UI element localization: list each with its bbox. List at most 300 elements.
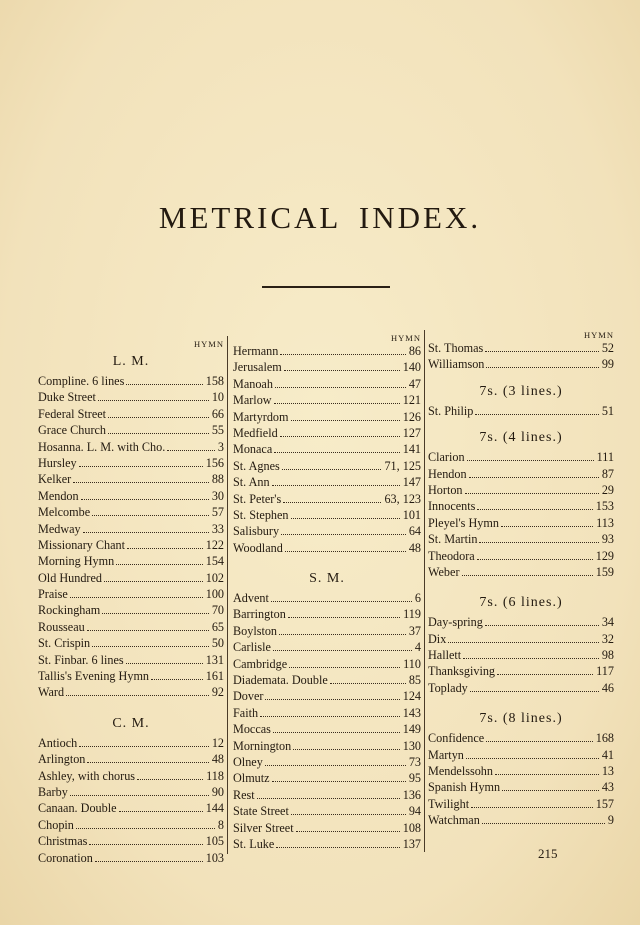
index-entry [233,705,421,721]
hymn-number: 137 [402,836,421,851]
dot-leader [467,460,594,461]
hymn-column-label: HYMN [194,339,224,349]
index-entry [38,586,224,602]
index-entry [233,721,421,737]
tune-name: Olmutz [233,771,270,786]
index-entry [428,340,614,356]
dot-leader [92,515,209,516]
index-entry [38,668,224,684]
hymn-number: 127 [402,425,421,440]
index-entry [428,663,614,679]
tune-name: Faith [233,705,259,720]
dot-leader [330,683,406,684]
entry-list [428,614,614,696]
dot-leader [92,646,209,647]
hymn-number: 113 [596,515,614,530]
index-column-3 [428,330,614,829]
hymn-number: 118 [206,768,224,783]
dot-leader [296,831,400,832]
index-entry [428,449,614,465]
index-entry [38,537,224,553]
hymn-column-label: HYMN [391,333,421,343]
tune-name: Weber [428,564,460,579]
tune-name: Rest [233,787,255,802]
tune-name: Christmas [38,834,88,849]
tune-name: Ward [38,685,65,700]
index-entry [428,403,614,419]
hymn-number: 131 [205,652,224,667]
tune-name: Dix [428,631,447,646]
tune-name: Hermann [233,344,279,358]
dot-leader [497,674,593,675]
hymn-number: 111 [596,450,614,465]
index-entry [38,406,224,422]
index-entry [38,570,224,586]
dot-leader [137,779,203,780]
tune-name: Boylston [233,623,278,638]
section-heading-7s-3-lines: 7s. (3 lines.) [479,383,563,399]
tune-name: Advent [233,591,269,606]
tune-name: Duke Street [38,390,96,405]
dot-leader [293,749,399,750]
index-entry [428,498,614,514]
hymn-number: 73 [408,754,421,769]
hymn-number: 6 [414,591,421,606]
index-entry [428,614,614,630]
hymn-number: 130 [402,738,421,753]
dot-leader [151,679,203,680]
tune-name: St. Crispin [38,636,91,651]
tune-name: Hursley [38,455,77,470]
hymn-number: 136 [402,787,421,802]
dot-leader [95,861,203,862]
hymn-number: 126 [402,409,421,424]
index-entry [233,672,421,688]
tune-name: St. Thomas [428,341,484,355]
tune-name: Clarion [428,450,465,465]
hymn-number: 46 [601,680,614,695]
tune-name: St. Stephen [233,507,289,522]
tune-name: Morning Hymn [38,554,115,569]
index-entry [233,820,421,836]
index-entry [428,763,614,779]
index-entry [233,688,421,704]
tune-name: St. Peter's [233,491,282,506]
hymn-number: 95 [408,771,421,786]
dot-leader [265,765,406,766]
hymn-number: 129 [595,548,614,563]
dot-leader [167,450,215,451]
dot-leader [477,509,592,510]
hymn-number: 110 [403,656,421,671]
tune-name: Cambridge [233,656,288,671]
tune-name: Canaan. Double [38,801,117,816]
hymn-number: 98 [601,648,614,663]
index-entry [38,833,224,849]
index-entry [38,817,224,833]
tune-name: Watchman [428,813,480,828]
hymn-number: 34 [601,615,614,630]
entry-list [38,373,224,701]
hymn-column-label: HYMN [584,330,614,340]
dot-leader [485,625,599,626]
hymn-number: 3 [217,439,224,454]
hymn-number: 90 [211,784,224,799]
index-entry [233,623,421,639]
index-entry [233,540,421,556]
tune-name: Hallett [428,648,462,663]
dot-leader [291,814,406,815]
dot-leader [126,384,202,385]
tune-name: Woodland [233,540,283,555]
dot-leader [280,436,400,437]
index-entry [233,836,421,852]
hymn-number: 92 [211,685,224,700]
dot-leader [70,597,203,598]
hymn-number: 124 [402,689,421,704]
dot-leader [486,367,598,368]
hymn-number: 65 [211,619,224,634]
index-entry [233,656,421,672]
dot-leader [79,746,209,747]
dot-leader [273,650,412,651]
dot-leader [104,581,203,582]
tune-name: Silver Street [233,820,294,835]
entry-list [233,343,421,556]
dot-leader [502,790,599,791]
index-entry [38,652,224,668]
tune-name: Medway [38,521,81,536]
hymn-number: 144 [205,801,224,816]
hymn-number: 149 [402,722,421,737]
hymn-number: 10 [211,390,224,405]
entry-list [428,730,614,828]
dot-leader [272,485,400,486]
hymn-number: 33 [211,521,224,536]
hymn-number: 108 [402,820,421,835]
index-entry [428,564,614,580]
index-entry [38,602,224,618]
index-entry [38,684,224,700]
hymn-number: 103 [205,850,224,865]
tune-name: Innocents [428,499,476,514]
hymn-number: 55 [211,423,224,438]
index-entry [233,770,421,786]
tune-name: Diademata. Double [233,673,328,688]
dot-leader [274,452,399,453]
hymn-number: 70 [211,603,224,618]
index-entry [38,471,224,487]
entry-list [428,449,614,580]
hymn-number: 99 [601,357,614,372]
tune-name: Coronation [38,850,93,865]
dot-leader [479,542,598,543]
index-entry [428,482,614,498]
tune-name: Martyrdom [233,409,289,424]
tune-name: Salisbury [233,524,280,539]
tune-name: Marlow [233,393,272,408]
index-entry [38,389,224,405]
dot-leader [274,403,400,404]
dot-leader [81,499,209,500]
index-entry [428,779,614,795]
index-entry [38,751,224,767]
hymn-number: 32 [601,631,614,646]
entry-list [428,403,614,419]
index-entry [428,515,614,531]
tune-name: Day-spring [428,615,483,630]
index-entry [428,631,614,647]
tune-name: Toplady [428,680,468,695]
tune-name: Barrington [233,607,286,622]
dot-leader [495,774,599,775]
index-entry [38,488,224,504]
dot-leader [260,716,400,717]
hymn-number: 88 [211,472,224,487]
entry-list [38,735,224,866]
tune-name: Manoah [233,376,273,391]
index-entry [233,803,421,819]
hymn-number: 122 [205,537,224,552]
index-entry [38,784,224,800]
section-heading-7s-4-lines: 7s. (4 lines.) [479,430,563,446]
hymn-number: 159 [595,564,614,579]
index-entry [233,441,421,457]
index-entry [38,635,224,651]
tune-name: Federal Street [38,406,107,421]
dot-leader [76,828,215,829]
tune-name: Melcombe [38,505,91,520]
dot-leader [482,823,605,824]
tune-name: St. Martin [428,532,478,547]
hymn-number: 30 [211,488,224,503]
index-column-1 [38,339,224,866]
index-entry [233,639,421,655]
index-entry [233,376,421,392]
index-entry [233,606,421,622]
index-entry [428,531,614,547]
tune-name: Chopin [38,817,74,832]
hymn-number: 47 [408,376,421,391]
hymn-number: 143 [402,705,421,720]
index-entry [233,425,421,441]
index-entry [233,523,421,539]
dot-leader [470,691,599,692]
hymn-number: 121 [402,393,421,408]
hymn-number: 117 [596,664,614,679]
tune-name: Williamson [428,357,485,372]
dot-leader [275,387,406,388]
dot-leader [87,630,209,631]
dot-leader [273,732,400,733]
dot-leader [108,433,209,434]
hymn-number: 4 [414,640,421,655]
hymn-number: 161 [205,669,224,684]
index-entry [233,787,421,803]
index-entry [428,812,614,828]
dot-leader [471,807,593,808]
dot-leader [284,370,400,371]
page-number: 215 [538,846,558,861]
hymn-number: 41 [601,747,614,762]
index-entry [38,553,224,569]
hymn-number: 12 [211,735,224,750]
hymn-number: 50 [211,636,224,651]
dot-leader [285,551,406,552]
index-entry [428,747,614,763]
dot-leader [289,667,400,668]
dot-leader [466,758,599,759]
dot-leader [281,534,406,535]
index-entry [233,754,421,770]
tune-name: Mornington [233,738,292,753]
tune-name: Jerusalem [233,360,282,375]
index-entry [38,768,224,784]
hymn-number: 85 [408,673,421,688]
dot-leader [116,564,203,565]
tune-name: Olney [233,754,263,769]
hymn-number: 147 [402,475,421,490]
hymn-number: 100 [205,587,224,602]
index-entry [38,735,224,751]
dot-leader [486,741,593,742]
hymn-number: 101 [402,507,421,522]
hymn-number: 102 [205,570,224,585]
hymn-number: 37 [408,623,421,638]
tune-name: Rousseau [38,619,85,634]
hymn-number: 57 [211,505,224,520]
hymn-number: 156 [205,455,224,470]
hymn-number: 13 [601,764,614,779]
dot-leader [501,526,593,527]
dot-leader [98,400,209,401]
index-entry [233,343,421,359]
tune-name: Arlington [38,752,86,767]
tune-name: Rockingham [38,603,101,618]
index-entry [233,491,421,507]
dot-leader [477,559,593,560]
index-entry [38,422,224,438]
dot-leader [70,795,209,796]
index-entry [233,359,421,375]
column-divider-right [424,330,425,852]
section-heading-sm: S. M. [309,571,345,587]
tune-name: Barby [38,784,68,799]
tune-name: St. Luke [233,836,275,851]
hymn-number: 94 [408,804,421,819]
dot-leader [465,493,599,494]
tune-name: Compline. 6 lines [38,374,125,388]
index-entry [233,409,421,425]
hymn-number: 153 [595,499,614,514]
index-entry [233,738,421,754]
index-entry [428,356,614,372]
hymn-number: 140 [402,360,421,375]
hymn-number: 43 [601,780,614,795]
tune-name: Horton [428,482,463,497]
index-entry [38,504,224,520]
dot-leader [271,601,412,602]
dot-leader [279,634,406,635]
dot-leader [276,847,399,848]
index-entry [233,392,421,408]
dot-leader [282,469,382,470]
dot-leader [463,658,599,659]
index-entry [428,466,614,482]
dot-leader [73,482,209,483]
index-entry [233,458,421,474]
index-entry [38,619,224,635]
title-rule [262,286,390,288]
dot-leader [87,762,208,763]
tune-name: Monaca [233,442,273,457]
hymn-number: 93 [601,532,614,547]
dot-leader [462,575,593,576]
hymn-number: 141 [402,442,421,457]
dot-leader [280,354,405,355]
section-heading-7s-6-lines: 7s. (6 lines.) [479,595,563,611]
index-column-2 [233,333,421,852]
hymn-number: 63, 123 [384,491,421,506]
tune-name: Mendelssohn [428,764,493,779]
tune-name: Pleyel's Hymn [428,515,499,530]
tune-name: St. Agnes [233,458,280,473]
hymn-number: 71, 125 [384,458,421,473]
tune-name: Mendon [38,488,79,503]
dot-leader [485,351,599,352]
tune-name: Hosanna. L. M. with Cho. [38,439,166,454]
hymn-number: 157 [595,796,614,811]
index-entry [38,850,224,866]
index-entry [233,474,421,490]
hymn-number: 105 [205,834,224,849]
hymn-number: 119 [403,607,421,622]
index-entry [233,590,421,606]
dot-leader [291,420,400,421]
index-entry [38,800,224,816]
tune-name: Missionary Chant [38,537,126,552]
hymn-number: 8 [217,817,224,832]
index-entry [428,796,614,812]
dot-leader [89,844,202,845]
dot-leader [291,518,400,519]
column-divider-left [227,336,228,854]
hymn-number: 29 [601,482,614,497]
index-entry [428,730,614,746]
tune-name: Spanish Hymn [428,780,501,795]
dot-leader [257,798,400,799]
dot-leader [272,781,406,782]
hymn-number: 9 [607,813,614,828]
dot-leader [119,811,203,812]
index-entry [38,455,224,471]
tune-name: Medfield [233,425,278,440]
tune-name: Moccas [233,722,271,737]
index-entry [38,373,224,389]
tune-name: Ashley, with chorus [38,768,136,783]
section-heading-lm: L. M. [112,354,150,369]
hymn-number: 48 [408,540,421,555]
dot-leader [265,699,399,700]
hymn-number: 52 [601,341,614,355]
dot-leader [475,414,598,415]
section-heading-cm: C. M. [112,715,150,731]
tune-name: Kelker [38,472,72,487]
hymn-number: 64 [408,524,421,539]
tune-name: Tallis's Evening Hymn [38,669,150,684]
tune-name: Theodora [428,548,475,563]
hymn-number: 51 [601,403,614,418]
